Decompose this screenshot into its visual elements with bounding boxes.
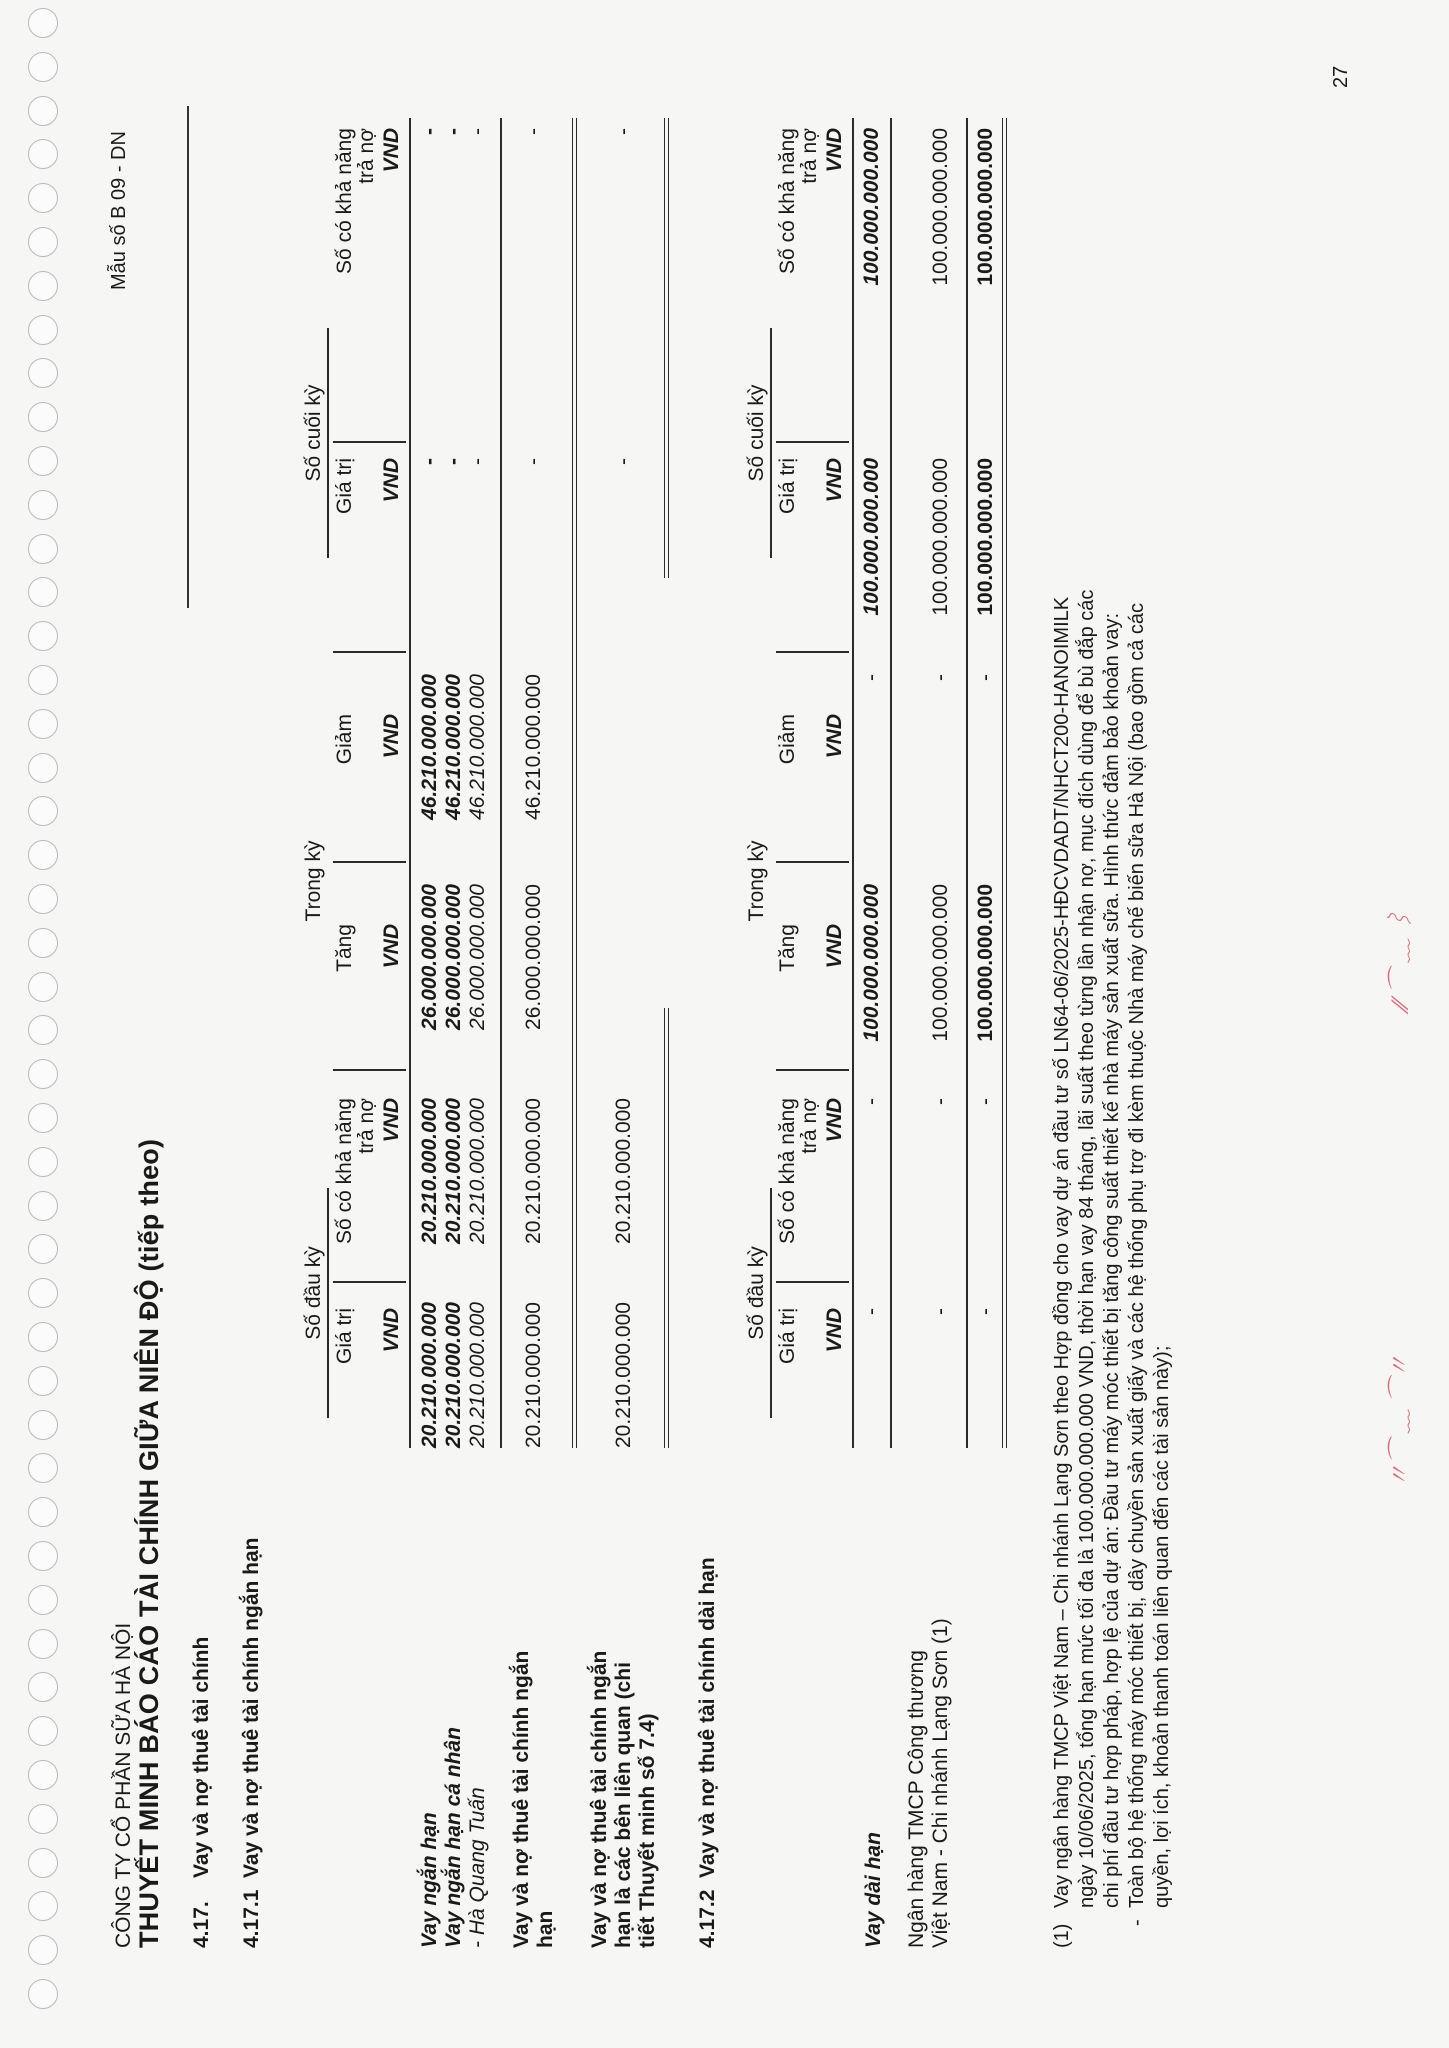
value-cell: 20.210.000.000 xyxy=(418,1098,441,1244)
col-kha-nang-line2: trả nợ xyxy=(355,1098,378,1154)
col-gia-tri: Giá trị xyxy=(333,458,356,515)
related-label-line3: tiết Thuyết minh số 7.4) xyxy=(636,1713,659,1948)
col-group-trong-ky: Trong kỳ xyxy=(745,840,768,922)
footnote-marker: (1) xyxy=(1051,1923,1073,1948)
value-cell: - xyxy=(418,458,441,465)
value-cell: 20.210.000.000 xyxy=(522,1098,545,1244)
value-cell: 20.210.000.000 xyxy=(442,1302,465,1448)
value-cell: - xyxy=(442,458,465,465)
value-cell: - xyxy=(612,128,635,135)
col-group-so-dau-ky: Số đầu kỳ xyxy=(302,1246,325,1340)
row-label: Vay ngắn hạn xyxy=(418,1812,441,1948)
unit-label: VND xyxy=(380,1308,403,1353)
section-4-17 xyxy=(190,1637,214,1948)
column-divider xyxy=(776,1282,849,1284)
section-number: 4.17. xyxy=(190,1901,213,1948)
related-double-rule xyxy=(664,118,669,578)
footnote-line: ngày 10/06/2025, tổng hạn mức tối đa là 100.000.000.000 VND, thời hạn vay 84 tháng, lãi suất theo từng lần nhận nợ, mục đích dùng để bù đắp các xyxy=(1076,589,1098,1908)
unit-label: VND xyxy=(380,128,403,173)
value-cell: 20.210.000.000 xyxy=(612,1302,635,1448)
col-group-trong-ky: Trong kỳ xyxy=(302,840,325,922)
col-giam: Giảm xyxy=(776,714,799,765)
value-cell: 100.000.000.000 xyxy=(860,458,883,616)
footnote-line: Toàn bộ hệ thống máy móc thiết bị, dây chuyền sản xuất giấy và các hệ thống phụ trợ đi kèm thuộc Nhà máy chế biến sữa Hà Nội (bao gồm cả các xyxy=(1126,602,1148,1908)
unit-label: VND xyxy=(380,714,403,759)
value-cell: - xyxy=(860,674,883,681)
value-cell: - xyxy=(929,1308,952,1315)
unit-label: VND xyxy=(823,128,846,173)
value-cell: - xyxy=(974,674,997,681)
value-cell: - xyxy=(860,1308,883,1315)
col-tang: Tăng xyxy=(333,924,356,972)
value-cell: - xyxy=(522,128,545,135)
unit-label: VND xyxy=(380,458,403,503)
value-cell: - xyxy=(466,128,489,135)
column-divider xyxy=(776,442,849,444)
subtotal-rule xyxy=(966,118,968,1448)
col-giam: Giảm xyxy=(333,714,356,765)
col-kha-nang-line2: trả nợ xyxy=(798,128,821,184)
unit-label: VND xyxy=(823,1098,846,1143)
value-cell: - xyxy=(442,128,465,135)
row-label-line1: Ngân hàng TMCP Công thương xyxy=(905,1650,928,1948)
value-cell: 46.210.000.000 xyxy=(418,674,441,820)
row-label: Vay dài hạn xyxy=(862,1832,885,1948)
col-kha-nang-line1: Số có khả năng xyxy=(776,128,799,274)
unit-label: VND xyxy=(823,458,846,503)
row-rule xyxy=(890,118,892,1448)
related-label-line2: hạn là các bên liên quan (chi xyxy=(612,1662,635,1948)
section-number: 4.17.2 xyxy=(696,1889,719,1948)
header-underline xyxy=(770,328,772,558)
unit-label: VND xyxy=(823,1308,846,1353)
value-cell: 26.000.000.000 xyxy=(522,884,545,1030)
page-number: 27 xyxy=(1330,65,1352,88)
footnote-line: Vay ngân hàng TMCP Việt Nam – Chi nhánh Lạng Sơn theo Hợp đồng cho vay dự án đầu tư số LN64-06/2025-HĐCVDADT/NHCT200-HANOIMILK xyxy=(1051,596,1073,1908)
document-title: THUYẾT MINH BÁO CÁO TÀI CHÍNH GIỮA NIÊN ĐỘ (tiếp theo) xyxy=(134,1138,164,1948)
section-title: Vay và nợ thuê tài chính xyxy=(190,1636,213,1878)
header-underline xyxy=(327,328,329,558)
col-kha-nang-line1: Số có khả năng xyxy=(333,128,356,274)
handwritten-initials-mark: 〃⌒ ﹏ ⌒〃 xyxy=(1387,1354,1414,1488)
col-group-so-cuoi-ky: Số cuối kỳ xyxy=(745,384,768,482)
value-cell: 26.000.000.000 xyxy=(418,884,441,1030)
form-code: Mẫu số B 09 - DN xyxy=(108,131,130,290)
total-double-rule xyxy=(1002,118,1007,1448)
col-group-so-cuoi-ky: Số cuối kỳ xyxy=(302,384,325,482)
related-label-line1: Vay và nợ thuê tài chính ngắn xyxy=(588,1650,611,1948)
col-kha-nang-line2: trả nợ xyxy=(798,1098,821,1154)
value-cell: 100.000.000.000 xyxy=(974,128,997,286)
header-underline xyxy=(327,1188,329,1418)
total-double-rule xyxy=(572,118,577,1448)
total-label-line2: hạn xyxy=(534,1910,557,1948)
value-cell: - xyxy=(974,1308,997,1315)
value-cell: - xyxy=(860,1098,883,1105)
section-title: Vay và nợ thuê tài chính ngắn hạn xyxy=(240,1537,263,1878)
bullet-marker: - xyxy=(1126,1919,1148,1926)
value-cell: 20.210.000.000 xyxy=(522,1302,545,1448)
footnote-line: quyền, lợi ích, khoản thanh toán liên quan đến các tài sản này); xyxy=(1151,1345,1173,1908)
col-group-so-dau-ky: Số đầu kỳ xyxy=(745,1246,768,1340)
value-cell: - xyxy=(929,1098,952,1105)
value-cell: - xyxy=(974,1098,997,1105)
column-divider xyxy=(776,1070,849,1072)
col-tang: Tăng xyxy=(776,924,799,972)
related-double-rule xyxy=(664,1008,669,1448)
row-label: - Hà Quang Tuấn xyxy=(466,1787,489,1948)
col-kha-nang-line1: Số có khả năng xyxy=(776,1098,799,1244)
value-cell: 26.000.000.000 xyxy=(442,884,465,1030)
section-4-17-2 xyxy=(696,1557,720,1948)
value-cell: 20.210.000.000 xyxy=(466,1098,489,1244)
value-cell: - xyxy=(522,458,545,465)
unit-label: VND xyxy=(380,924,403,969)
section-number: 4.17.1 xyxy=(240,1889,263,1948)
footnote-line: chi phí đầu tư hợp pháp, hợp lệ của dự án: Đầu tư máy móc thiết bị tăng công suất thiết kế nhà máy sản xuất sữa. Hình thức đảm bảo khoản vay: xyxy=(1101,612,1123,1908)
column-divider xyxy=(333,1070,406,1072)
value-cell: 100.000.000.000 xyxy=(974,884,997,1042)
row-label: Vay ngắn hạn cá nhân xyxy=(442,1727,465,1948)
header-bottom-rule xyxy=(852,118,854,1448)
value-cell: 100.000.000.000 xyxy=(860,884,883,1042)
column-divider xyxy=(776,652,849,654)
handwritten-initials-mark: ∕∕ ⌒ ﹏ ⌇ xyxy=(1387,907,1414,1008)
unit-label: VND xyxy=(380,1098,403,1143)
column-divider xyxy=(333,1282,406,1284)
company-name: CÔNG TY CỔ PHẦN SỮA HÀ NỘI xyxy=(112,1622,135,1948)
value-cell: 20.210.000.000 xyxy=(418,1302,441,1448)
row-label-line2: Việt Nam - Chi nhánh Lạng Sơn (1) xyxy=(929,1618,952,1948)
section-title: Vay và nợ thuê tài chính dài hạn xyxy=(696,1557,719,1878)
subtotal-rule xyxy=(500,118,502,1448)
value-cell: 100.000.000.000 xyxy=(929,458,952,616)
value-cell: 46.210.000.000 xyxy=(522,674,545,820)
column-divider xyxy=(333,652,406,654)
col-gia-tri: Giá trị xyxy=(333,1308,356,1365)
value-cell: 20.210.000.000 xyxy=(466,1302,489,1448)
header-bottom-rule xyxy=(409,118,411,1448)
col-kha-nang-line1: Số có khả năng xyxy=(333,1098,356,1244)
value-cell: 46.210.000.000 xyxy=(466,674,489,820)
col-kha-nang-line2: trả nợ xyxy=(355,128,378,184)
column-divider xyxy=(333,442,406,444)
value-cell: - xyxy=(612,458,635,465)
value-cell: - xyxy=(466,458,489,465)
col-gia-tri: Giá trị xyxy=(776,458,799,515)
header-rule xyxy=(187,106,189,608)
unit-label: VND xyxy=(823,714,846,759)
column-divider xyxy=(776,862,849,864)
col-gia-tri: Giá trị xyxy=(776,1308,799,1365)
total-label-line1: Vay và nợ thuê tài chính ngắn xyxy=(510,1650,533,1948)
value-cell: - xyxy=(418,128,441,135)
value-cell: 100.000.000.000 xyxy=(860,128,883,286)
header-underline xyxy=(770,1188,772,1418)
value-cell: 20.210.000.000 xyxy=(442,1098,465,1244)
value-cell: 100.000.000.000 xyxy=(929,884,952,1042)
value-cell: - xyxy=(929,674,952,681)
value-cell: 20.210.000.000 xyxy=(612,1098,635,1244)
value-cell: 100.000.000.000 xyxy=(974,458,997,616)
value-cell: 100.000.000.000 xyxy=(929,128,952,286)
column-divider xyxy=(333,862,406,864)
value-cell: 46.210.000.000 xyxy=(442,674,465,820)
unit-label: VND xyxy=(823,924,846,969)
value-cell: 26.000.000.000 xyxy=(466,884,489,1030)
section-4-17-1 xyxy=(240,1538,264,1949)
